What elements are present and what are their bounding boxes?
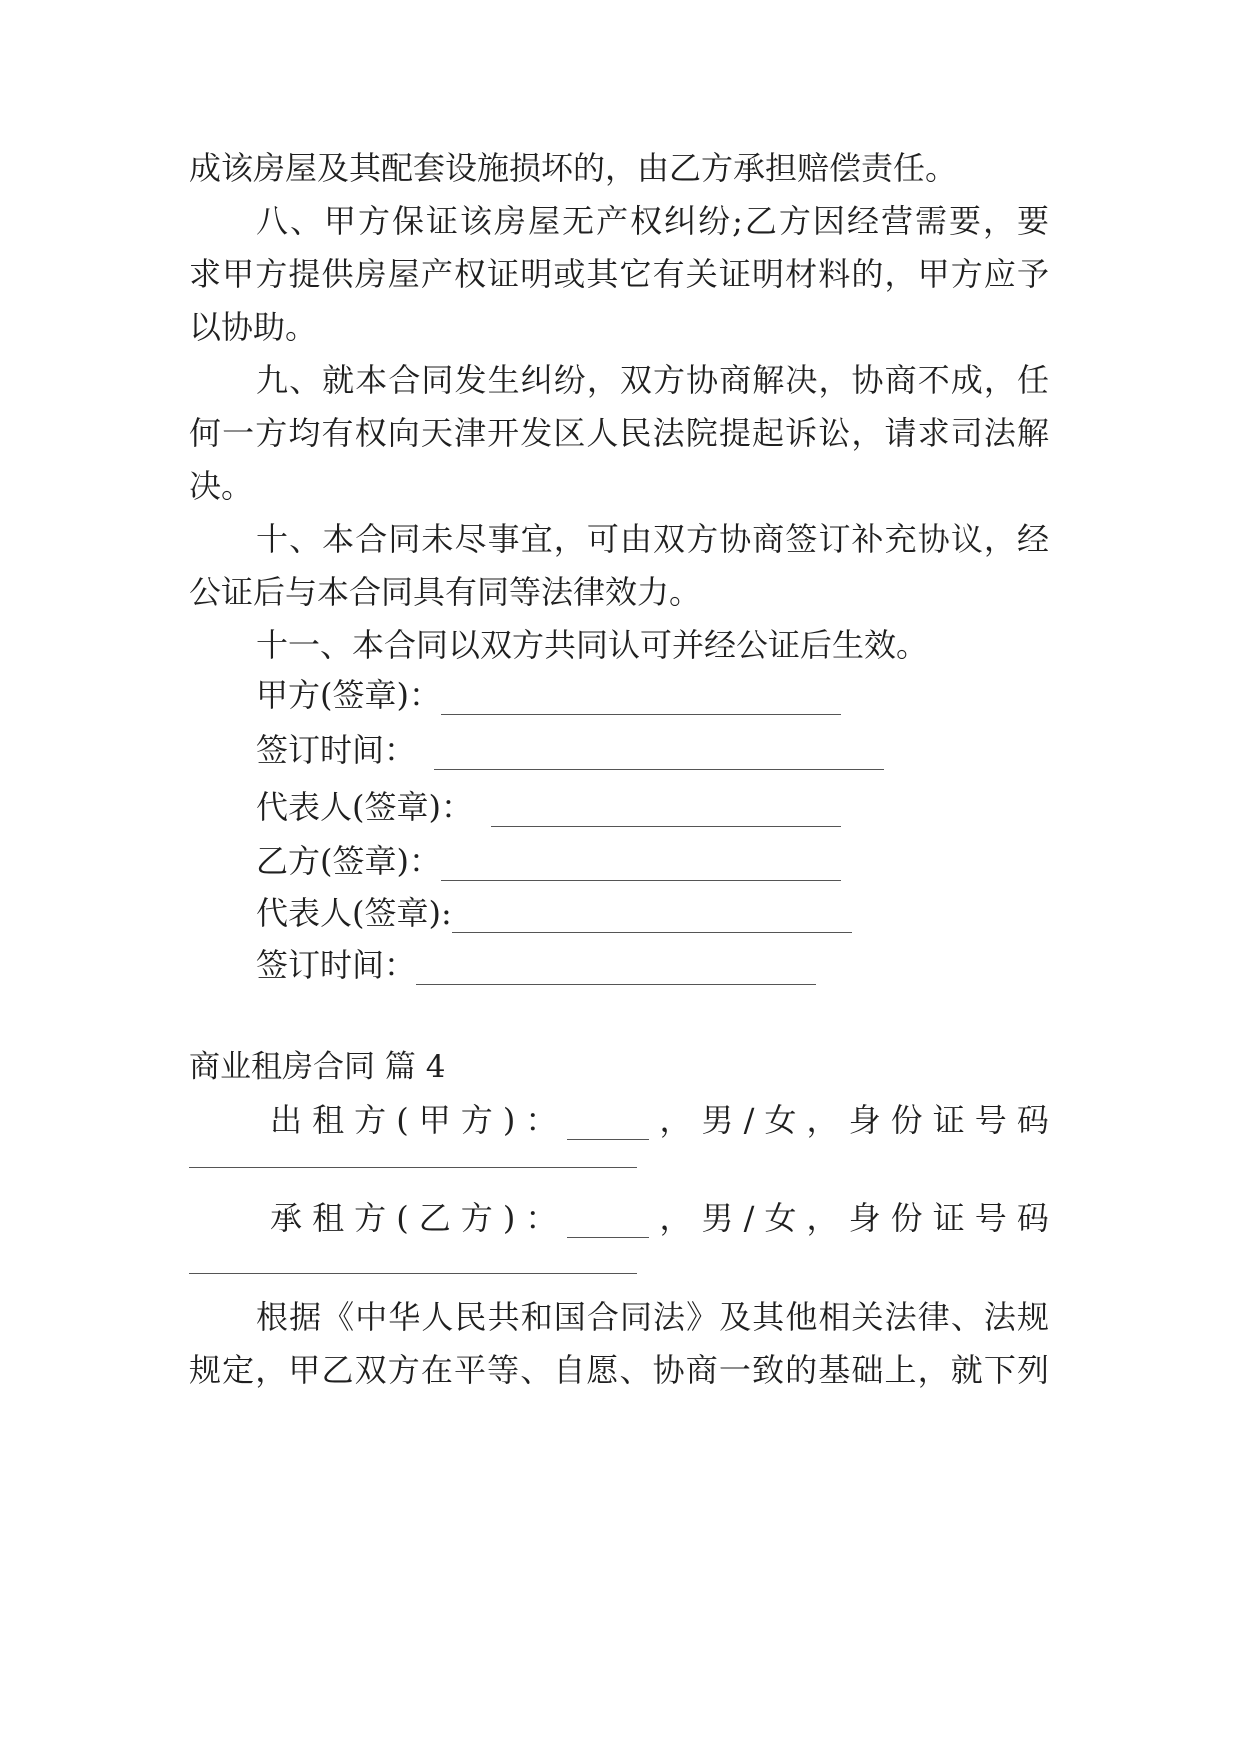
signature-blank	[416, 954, 816, 985]
clause-10-line-1: 十、本合同未尽事宜，可由双方协商签订补充协议，经	[256, 520, 1049, 558]
char: 份	[890, 1199, 923, 1237]
signature-blank	[452, 902, 852, 933]
char: 证	[932, 1199, 965, 1237]
signature-blank	[434, 739, 884, 770]
paragraph-line: 成该房屋及其配套设施损坏的，由乙方承担赔偿责任。	[189, 149, 958, 187]
lessor-line	[270, 1100, 1049, 1140]
signature-label: 签订时间：	[256, 731, 417, 769]
clause-8-line-2: 求甲方提供房屋产权证明或其它有关证明材料的，甲方应予	[189, 255, 1049, 293]
char: 女	[764, 1101, 797, 1139]
clause-8-line-1: 八、甲方保证该房屋无产权纠纷;乙方因经营需要，要	[256, 202, 1049, 240]
char: 码	[1016, 1199, 1049, 1237]
char: 号	[974, 1101, 1007, 1139]
char: ，	[659, 1199, 692, 1237]
signature-party-a	[256, 675, 841, 715]
signature-label: 甲方(签章)：	[256, 676, 441, 714]
char: 承	[270, 1199, 303, 1237]
signature-label: 签订时间：	[256, 946, 417, 984]
signature-representative-b	[256, 893, 852, 933]
char: ：	[525, 1101, 558, 1139]
char: ，	[659, 1101, 692, 1139]
char: 女	[764, 1199, 797, 1237]
char: 方	[460, 1101, 493, 1139]
signature-label: 乙方(签章)：	[256, 842, 441, 880]
clause-9-line-1: 九、就本合同发生纠纷，双方协商解决，协商不成，任	[256, 361, 1049, 399]
char: 男	[701, 1101, 734, 1139]
char: ，	[806, 1101, 839, 1139]
id-number-blank	[189, 1167, 637, 1168]
char: 证	[932, 1101, 965, 1139]
char: 甲	[418, 1101, 451, 1139]
char: 份	[890, 1101, 923, 1139]
char: 出	[270, 1101, 303, 1139]
char: 乙	[418, 1199, 451, 1237]
char: )	[502, 1199, 516, 1237]
signature-representative-a	[256, 787, 841, 827]
id-number-blank	[189, 1273, 637, 1274]
clause-9-line-2: 何一方均有权向天津开发区人民法院提起诉讼，请求司法解	[189, 414, 1049, 452]
char: 租	[312, 1199, 345, 1237]
char: )	[502, 1101, 516, 1139]
name-blank	[567, 1209, 649, 1238]
signature-date-1	[256, 730, 884, 770]
lessee-line	[270, 1198, 1049, 1238]
preamble-line-1: 根据《中华人民共和国合同法》及其他相关法律、法规	[256, 1298, 1049, 1336]
clause-11-line: 十一、本合同以双方共同认可并经公证后生效。	[256, 626, 929, 664]
char: 身	[848, 1199, 881, 1237]
signature-party-b	[256, 841, 841, 881]
char: 方	[354, 1199, 387, 1237]
signature-blank	[441, 850, 841, 881]
char: 方	[354, 1101, 387, 1139]
clause-10-line-2: 公证后与本合同具有同等法律效力。	[189, 573, 702, 611]
char: 方	[460, 1199, 493, 1237]
char: ：	[525, 1199, 558, 1237]
signature-date-2	[256, 945, 816, 985]
char: /	[743, 1199, 755, 1237]
char: 租	[312, 1101, 345, 1139]
clause-8-line-3: 以协助。	[189, 308, 318, 346]
preamble-line-2: 规定，甲乙双方在平等、自愿、协商一致的基础上，就下列	[189, 1351, 1049, 1389]
char: (	[396, 1199, 409, 1237]
clause-9-line-3: 决。	[189, 467, 254, 505]
signature-blank	[441, 684, 841, 715]
signature-blank	[491, 796, 841, 827]
char: 号	[974, 1199, 1007, 1237]
char: (	[396, 1101, 409, 1139]
char: ，	[806, 1199, 839, 1237]
char: 男	[701, 1199, 734, 1237]
char: 码	[1016, 1101, 1049, 1139]
name-blank	[567, 1111, 649, 1140]
signature-label: 代表人(签章)：	[256, 788, 473, 826]
signature-label: 代表人(签章):	[256, 894, 452, 932]
char: /	[743, 1101, 755, 1139]
char: 身	[848, 1101, 881, 1139]
section-title: 商业租房合同 篇 4	[189, 1049, 446, 1085]
